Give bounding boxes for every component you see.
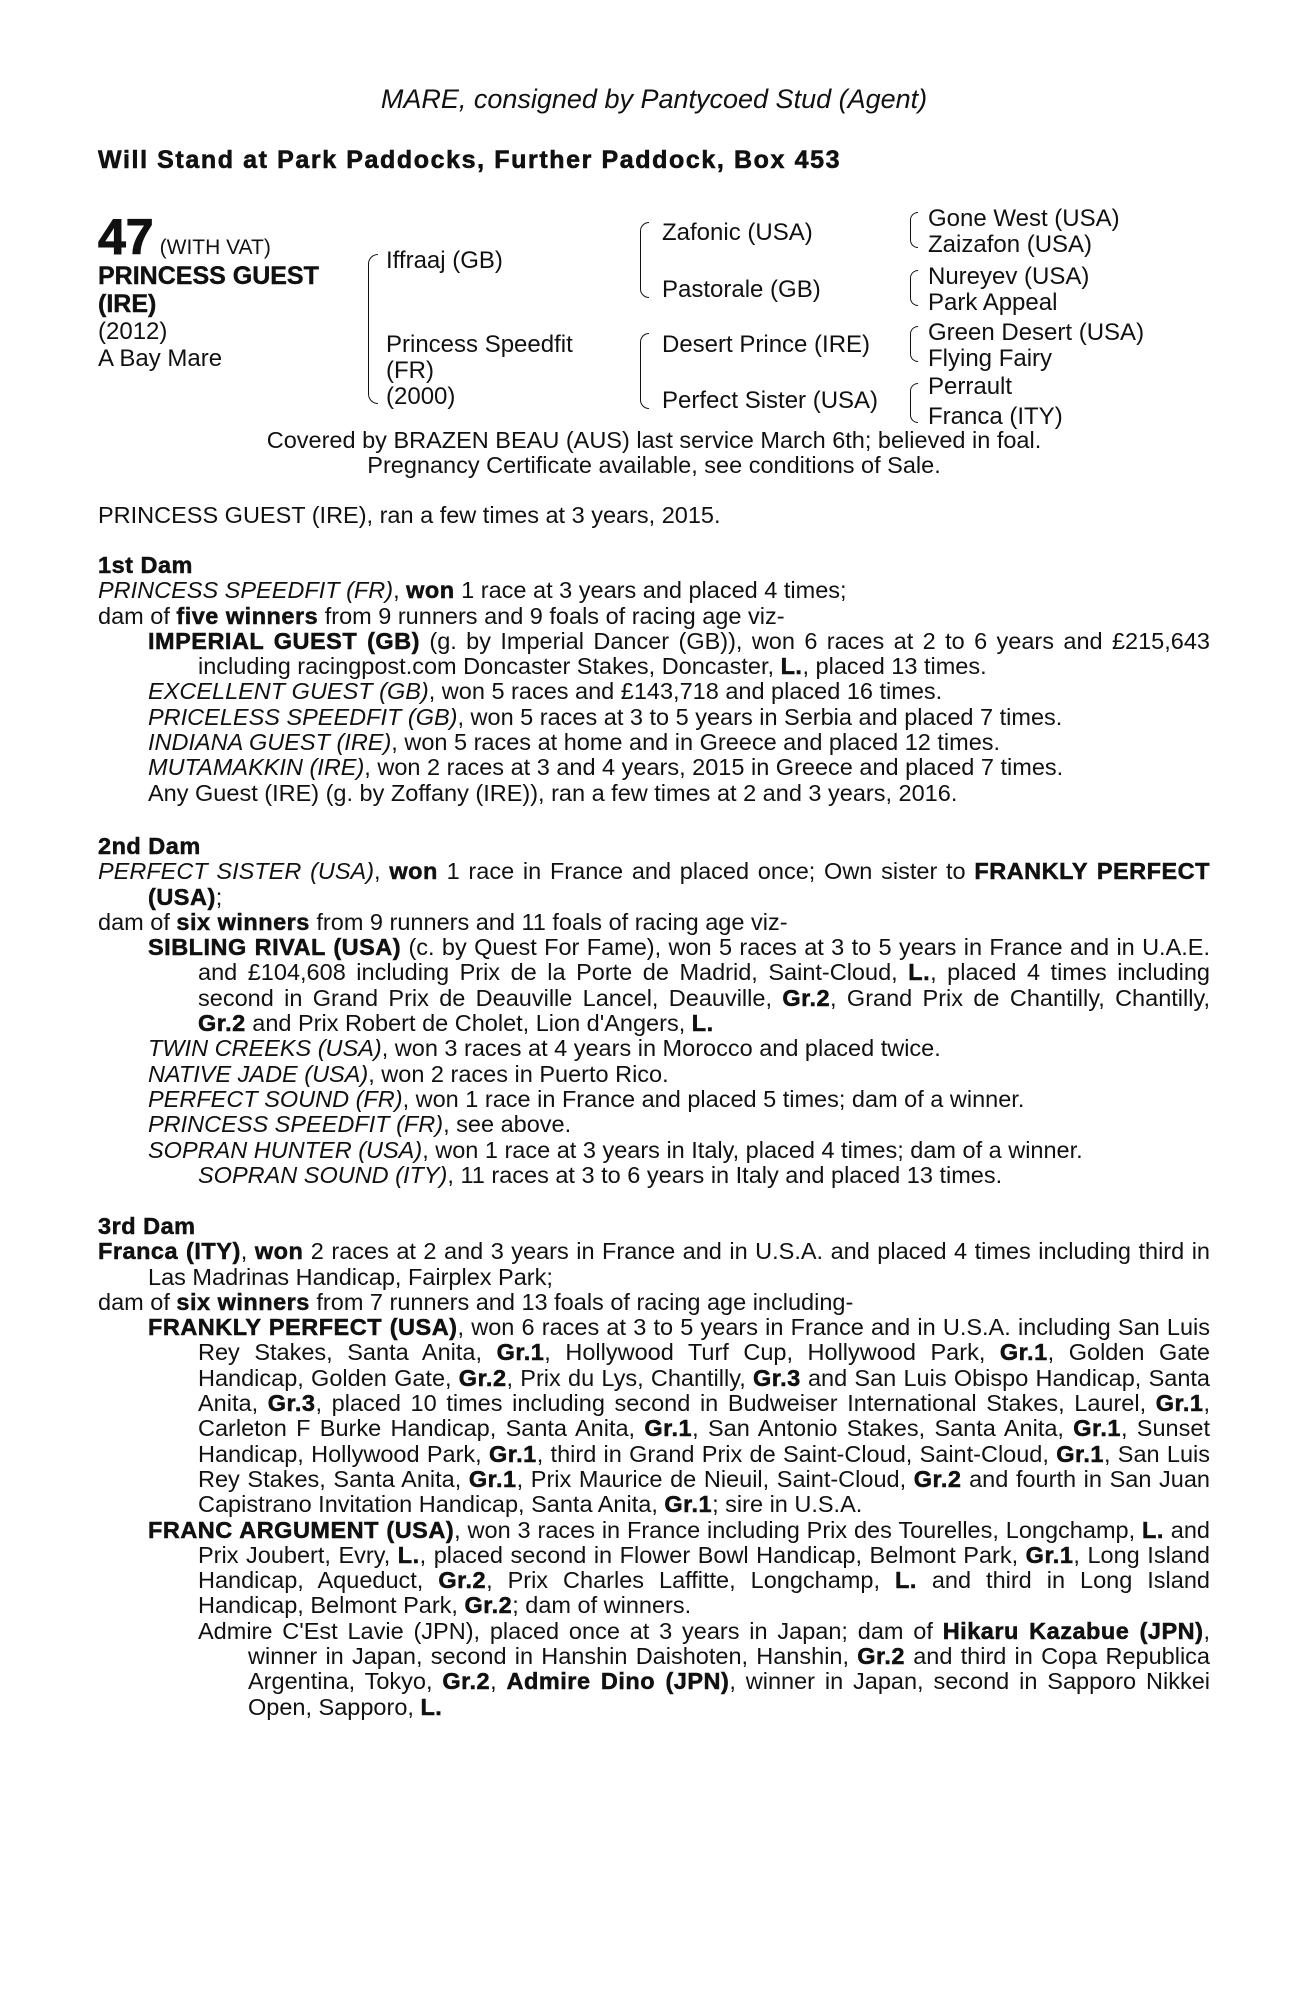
text: , Hollywood Turf Cup, Hollywood Park, <box>544 1339 1000 1366</box>
lot-number: 47 <box>98 209 154 265</box>
great-grandsire-7: Perrault <box>928 373 1013 400</box>
listed-label: L. <box>397 1541 420 1568</box>
sire-name: Iffraaj (GB) <box>386 247 503 274</box>
dam-sire: Desert Prince (IRE) <box>662 331 871 358</box>
text: , placed 10 times including second in Budweiser International Stakes, Laurel, <box>315 1390 1156 1417</box>
produce-name: Admire Dino (JPN) <box>506 1668 730 1695</box>
produce-name: EXCELLENT GUEST (GB) <box>148 678 429 705</box>
text: , San Luis Rey Stakes, Santa Anita, <box>198 1440 1211 1492</box>
produce-name: SIBLING RIVAL (USA) <box>148 934 402 961</box>
horse-details <box>98 318 222 372</box>
text: ; sire in U.S.A. <box>712 1491 863 1518</box>
foaling-year: (2012) <box>98 318 168 345</box>
text: dam of <box>98 1288 177 1315</box>
won-label: won <box>389 858 438 885</box>
covering-line2: Pregnancy Certificate available, see conditions of Sale. <box>367 452 941 479</box>
text: from 9 runners and 9 foals of racing age viz- <box>318 602 785 629</box>
group-label: Gr.1 <box>1056 1440 1104 1467</box>
text: and Prix Robert de Cholet, Lion d'Angers, <box>245 1010 692 1037</box>
produce-name: PRINCESS SPEEDFIT (FR) <box>148 1111 444 1138</box>
third-dam-name: Franca (ITY) <box>98 1238 241 1265</box>
text: (c. by Quest For Fame), won 5 races at 3 to 5 years in France and in U.A.E. and £104,608 including Prix de la Porte de Madrid, Saint-Cloud, <box>198 934 1210 986</box>
text: , Prix du Lys, Chantilly, <box>506 1364 753 1391</box>
text: , San Antonio Stakes, Santa Anita, <box>692 1415 1074 1442</box>
great-grandsire-3: Nureyev (USA) <box>928 263 1090 290</box>
produce-entry <box>98 1112 1210 1137</box>
great-grandsire-5: Green Desert (USA) <box>928 319 1145 346</box>
text: , placed 13 times. <box>802 653 987 680</box>
third-dam-section <box>98 1214 1210 1720</box>
produce-entry <box>98 1087 1210 1112</box>
text: dam of <box>98 908 177 935</box>
listed-label: L. <box>908 959 931 986</box>
produce-name: FRANKLY PERFECT (USA) <box>148 1314 458 1341</box>
horse-name <box>98 262 368 318</box>
great-grandsire-1: Gone West (USA) <box>928 205 1120 232</box>
great-granddam-6: Flying Fairy <box>928 345 1053 372</box>
produce-name: SOPRAN HUNTER (USA) <box>148 1136 423 1163</box>
text: Admire C'Est Lavie (JPN), placed once at 3 years in Japan; dam of <box>198 1617 943 1644</box>
produce-name: FRANC ARGUMENT (USA) <box>148 1516 455 1543</box>
dam-name-line3: (2000) <box>386 383 456 410</box>
pedigree-brace-g12 <box>910 212 918 248</box>
text: , Sunset Handicap, Hollywood Park, <box>198 1415 1210 1467</box>
text: , winner in Japan, second in Sapporo Nikkei Open, Sapporo, <box>248 1668 1210 1720</box>
group-label: Gr.1 <box>496 1339 545 1366</box>
group-label: Gr.3 <box>753 1364 801 1391</box>
produce-name: TWIN CREEKS (USA) <box>148 1035 382 1062</box>
listed-label: L. <box>691 1010 714 1037</box>
produce-name: Hikaru Kazabue (JPN) <box>942 1617 1204 1644</box>
group-label: Gr.2 <box>857 1643 905 1670</box>
group-label: Gr.1 <box>644 1415 693 1442</box>
produce-entry: Any Guest (IRE) (g. by Zoffany (IRE)), ran a few times at 2 and 3 years, 2016. <box>148 779 958 806</box>
text: and San Luis Obispo Handicap, Santa Anita, <box>198 1364 1210 1417</box>
pedigree-brace-g34 <box>910 270 918 306</box>
second-dam-section <box>98 834 1210 1188</box>
group-label: Gr.2 <box>464 1592 513 1619</box>
horse-description: A Bay Mare <box>98 345 223 372</box>
text: , Long Island Handicap, Aqueduct, <box>198 1541 1210 1594</box>
produce-entry <box>98 730 1210 755</box>
lot-number-row <box>98 208 271 266</box>
second-dam-line1 <box>98 859 1210 910</box>
won-label: won <box>406 577 455 604</box>
produce-entry <box>98 935 1210 1036</box>
third-dam-produce-summary <box>98 1290 1210 1315</box>
first-dam-section <box>98 553 1210 806</box>
text: , won 5 races at 3 to 5 years in Serbia and placed 7 times. <box>457 703 1063 730</box>
race-record: PRINCESS GUEST (IRE), ran a few times at 3 years, 2015. <box>98 502 721 528</box>
first-dam-name: PRINCESS SPEEDFIT (FR) <box>98 577 394 604</box>
third-dam-heading: 3rd Dam <box>98 1213 196 1239</box>
third-dam-line1 <box>98 1239 1210 1290</box>
produce-entry <box>98 1518 1210 1619</box>
text: , won 2 races in Puerto Rico. <box>368 1060 669 1087</box>
text: , <box>490 1668 507 1695</box>
winners-count: six winners <box>176 908 310 935</box>
produce-entry <box>98 1036 1210 1061</box>
winners-count: five winners <box>176 602 319 629</box>
second-dam-produce-summary <box>98 910 1210 935</box>
dam-name-line2: (FR) <box>386 357 434 384</box>
text: and fourth in San Juan Capistrano Invitation Handicap, Santa Anita, <box>198 1465 1210 1518</box>
text: ; <box>215 883 223 910</box>
pedigree-brace-g56 <box>910 326 918 362</box>
produce-entry <box>98 1138 1210 1163</box>
catalogue-page <box>98 0 1210 2000</box>
great-granddam-8: Franca (ITY) <box>928 403 1063 430</box>
group-label: Gr.1 <box>999 1339 1048 1366</box>
text: , Prix Maurice de Nieuil, Saint-Cloud, <box>516 1465 914 1492</box>
text: dam of <box>98 602 177 629</box>
text: , Golden Gate Handicap, Golden Gate, <box>198 1339 1210 1391</box>
consignor-title: MARE, consigned by Pantycoed Stud (Agent) <box>380 84 928 114</box>
group-label: Gr.1 <box>1073 1415 1121 1442</box>
grand-produce-entry <box>98 1163 1210 1188</box>
winners-count: six winners <box>176 1288 310 1315</box>
group-label: Gr.1 <box>488 1440 537 1467</box>
first-dam-record: 1 race at 3 years and placed 4 times; <box>454 577 847 604</box>
text: , Prix Charles Laffitte, Longchamp, <box>486 1567 895 1594</box>
text: , placed 4 times including second in Grand Prix de Deauville Lancel, Deauville, <box>198 959 1210 1011</box>
first-dam-heading: 1st Dam <box>98 552 193 578</box>
text: , won 3 races in France including Prix des Tourelles, Longchamp, <box>454 1516 1142 1543</box>
listed-label: L. <box>780 653 803 680</box>
group-label: Gr.1 <box>468 1465 517 1492</box>
text: , won 3 races at 4 years in Morocco and placed twice. <box>381 1035 941 1062</box>
pedigree-brace-dam <box>640 333 649 409</box>
covering-line1: Covered by BRAZEN BEAU (AUS) last service March 6th; believed in foal. <box>266 427 1042 453</box>
pedigree-brace-main <box>368 254 378 404</box>
dam-name-line1: Princess Speedfit <box>386 331 573 358</box>
produce-name: PRICELESS SPEEDFIT (GB) <box>148 703 458 730</box>
won-label: won <box>254 1238 304 1265</box>
horse-name-line2: (IRE) <box>98 290 157 318</box>
text: , won 2 races at 3 and 4 years, 2015 in Greece and placed 7 times. <box>364 754 1064 781</box>
produce-entry <box>98 755 1210 780</box>
text: from 7 runners and 13 foals of racing age including- <box>309 1288 854 1315</box>
group-label: Gr.1 <box>664 1491 713 1518</box>
group-label: Gr.2 <box>458 1364 507 1391</box>
listed-label: L. <box>894 1567 917 1594</box>
text: , Grand Prix de Chantilly, Chantilly, <box>830 984 1210 1011</box>
stabling-location: Will Stand at Park Paddocks, Further Paddock, Box 453 <box>98 146 842 174</box>
vat-note: (WITH VAT) <box>159 236 271 259</box>
second-dam-heading: 2nd Dam <box>98 833 201 859</box>
dam-dam: Perfect Sister (USA) <box>662 387 879 414</box>
text: and third in Long Island Handicap, Belmont Park, <box>198 1567 1210 1619</box>
text: from 9 runners and 11 foals of racing age viz- <box>309 908 788 935</box>
pedigree-brace-g78 <box>910 383 918 423</box>
listed-label: L. <box>1142 1516 1164 1543</box>
group-label: Gr.2 <box>782 984 831 1011</box>
group-label: Gr.2 <box>198 1010 246 1037</box>
group-label: Gr.1 <box>1155 1390 1204 1417</box>
text: , won 1 race in France and placed 5 times; dam of a winner. <box>402 1085 1025 1112</box>
text: , won 1 race at 3 years in Italy, placed 4 times; dam of a winner. <box>422 1136 1083 1163</box>
first-dam-line1: PRINCESS SPEEDFIT (FR), won 1 race at 3 years and placed 4 times; <box>98 577 847 604</box>
group-label: Gr.2 <box>442 1668 491 1695</box>
sire-sire: Zafonic (USA) <box>662 219 813 246</box>
text: ; dam of winners. <box>512 1592 692 1619</box>
produce-name: NATIVE JADE (USA) <box>148 1060 369 1087</box>
great-granddam-4: Park Appeal <box>928 289 1058 316</box>
produce-name: PERFECT SOUND (FR) <box>148 1085 403 1112</box>
dam-name <box>386 332 573 410</box>
produce-entry <box>98 705 1210 730</box>
group-label: Gr.2 <box>438 1567 487 1594</box>
text: , see above. <box>443 1111 572 1138</box>
own-sister-name: FRANKLY PERFECT (USA) <box>148 858 1211 910</box>
pedigree-brace-sire <box>640 222 649 298</box>
text: (g. by Imperial Dancer (GB)), won 6 races at 2 to 6 years and £215,643 including racingpost.com Doncaster Stakes, Doncaster, <box>198 627 1210 680</box>
great-granddam-2: Zaizafon (USA) <box>928 231 1093 258</box>
produce-entry <box>98 1062 1210 1087</box>
second-dam-name: PERFECT SISTER (USA) <box>98 858 375 885</box>
produce-name: INDIANA GUEST (IRE) <box>148 729 392 756</box>
text: 1 race in France and placed once; Own sister to <box>437 858 975 885</box>
text: , placed second in Flower Bowl Handicap, Belmont Park, <box>419 1541 1026 1568</box>
text: , won 5 races at home and in Greece and placed 12 times. <box>391 729 1001 756</box>
produce-name: SOPRAN SOUND (ITY) <box>198 1161 448 1188</box>
text: , 11 races at 3 to 6 years in Italy and placed 13 times. <box>447 1161 1003 1188</box>
text: , third in Grand Prix de Saint-Cloud, Saint-Cloud, <box>536 1440 1057 1467</box>
text: , Carleton F Burke Handicap, Santa Anita, <box>198 1390 1211 1442</box>
group-label: Gr.2 <box>913 1465 962 1492</box>
grand-produce-entry <box>98 1619 1210 1720</box>
group-label: Gr.1 <box>1025 1541 1074 1568</box>
produce-name: IMPERIAL GUEST (GB) <box>148 627 420 654</box>
text: , <box>240 1238 255 1265</box>
group-label: Gr.3 <box>267 1390 316 1417</box>
text: 2 races at 2 and 3 years in France and in U.S.A. and placed 4 times including third in Las Madrinas Handicap, Fairplex Park; <box>148 1238 1210 1290</box>
text: and Prix Joubert, Evry, <box>198 1516 1210 1568</box>
produce-name: MUTAMAKKIN (IRE) <box>148 754 365 781</box>
produce-entry <box>98 629 1210 680</box>
text: , winner in Japan, second in Hanshin Daishoten, Hanshin, <box>248 1617 1211 1670</box>
text: and third in Copa Republica Argentina, Tokyo, <box>248 1643 1210 1695</box>
covering-note <box>98 428 1210 479</box>
sire-dam: Pastorale (GB) <box>662 276 821 303</box>
text: , won 6 races at 3 to 5 years in France and in U.S.A. including San Luis Rey Stakes, Santa Anita, <box>198 1314 1211 1366</box>
text: , won 5 races and £143,718 and placed 16 times. <box>428 678 943 705</box>
horse-name-line1: PRINCESS GUEST <box>98 262 319 290</box>
first-dam-produce-summary <box>98 604 1210 629</box>
text: , <box>374 858 390 885</box>
produce-entry <box>98 1315 1210 1517</box>
produce-entry <box>98 679 1210 704</box>
listed-label: L. <box>420 1693 443 1720</box>
